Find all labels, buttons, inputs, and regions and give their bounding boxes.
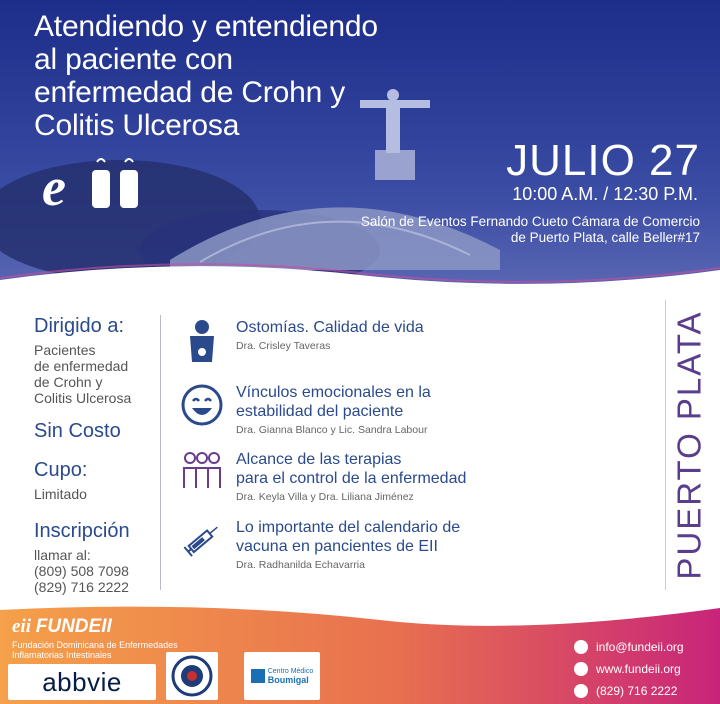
email-icon [574, 640, 588, 654]
fundeii-name: FUNDEII [35, 616, 112, 637]
syringe-icon [180, 518, 224, 562]
contact-web[interactable] [574, 662, 681, 676]
registration-phone[interactable]: (809) 508 7098 [34, 563, 129, 579]
audience-line: de Crohn y [34, 374, 103, 390]
topic-speaker: Dra. Crisley Taveras [236, 340, 331, 352]
audience-heading: Dirigido a: [34, 315, 125, 337]
contact-phone[interactable] [574, 684, 677, 698]
topic-title: Ostomías. Calidad de vida [236, 319, 424, 336]
fundeii-subtitle-line: Fundación Dominicana de Enfermedades [12, 640, 178, 650]
phone-text[interactable]: (829) 716 2222 [596, 684, 678, 698]
topic-speaker: Dra. Keyla Villa y Dra. Liliana Jiménez [236, 491, 414, 503]
whatsapp-icon [574, 684, 588, 698]
abbvie-text: abbvie [42, 666, 122, 697]
svg-text:e: e [42, 157, 66, 217]
capacity-heading: Cupo: [34, 459, 88, 481]
seal-logo [166, 652, 218, 700]
event-time: 10:00 A.M. / 12:30 P.M. [512, 184, 698, 204]
seal-icon [171, 655, 213, 697]
title-line: enfermedad de Crohn y [34, 76, 345, 109]
cost-text: Sin Costo [34, 420, 121, 442]
web-text[interactable]: www.fundeii.org [596, 662, 681, 676]
venue-line: Salón de Eventos Fernando Cueto Cámara de Comercio [360, 214, 700, 229]
capacity-text: Limitado [34, 486, 87, 502]
event-date: JULIO 27 [506, 136, 700, 185]
event-title [34, 10, 434, 142]
centro-medico-logo [244, 652, 320, 700]
group-icon [180, 450, 224, 494]
topic-title: Alcance de las terapias [236, 451, 402, 468]
topic-title: Vínculos emocionales en la [236, 384, 431, 401]
hero-wave [0, 250, 720, 290]
ostomy-icon [180, 318, 224, 362]
topic-title: para el control de la enfermedad [236, 470, 467, 487]
hero-banner [0, 0, 720, 290]
centro-medico-line: Centro Médico [267, 667, 314, 675]
abbvie-logo [8, 664, 156, 700]
topic-speaker: Dra. Gianna Blanco y Lic. Sandra Labour [236, 424, 428, 436]
eii-logo [42, 150, 162, 225]
audience-text [34, 342, 159, 406]
medical-cross-icon [251, 669, 265, 683]
event-info-column [34, 315, 159, 595]
email-text[interactable]: info@fundeii.org [596, 640, 684, 654]
venue-line: de Puerto Plata, calle Beller#17 [510, 230, 700, 245]
registration-line: llamar al: [34, 547, 91, 563]
column-divider [160, 315, 161, 590]
topic-title: Lo importante del calendario de [236, 519, 461, 536]
eii-logo-mark [42, 150, 162, 220]
topic-title: estabilidad del paciente [236, 403, 404, 420]
location-label [660, 300, 720, 590]
audience-line: Colitis Ulcerosa [34, 390, 132, 406]
fundeii-mark: eii [12, 616, 36, 637]
audience-line: de enfermedad [34, 358, 129, 374]
registration-phone[interactable]: (829) 716 2222 [34, 579, 129, 595]
registration-text [34, 547, 159, 595]
title-line: al paciente con [34, 43, 233, 76]
topic-title: vacuna en pancientes de EII [236, 538, 438, 555]
event-venue [280, 214, 700, 246]
location-text: PUERTO PLATA [671, 310, 709, 580]
contact-email[interactable] [574, 640, 684, 654]
topic-speaker: Dra. Radhanilda Echavarria [236, 559, 365, 571]
home-icon [574, 662, 588, 676]
title-line: Colitis Ulcerosa [34, 109, 240, 142]
smiley-icon [180, 383, 224, 427]
registration-heading: Inscripción [34, 520, 130, 542]
audience-line: Pacientes [34, 342, 96, 358]
title-line: Atendiendo y entendiendo [34, 10, 378, 43]
fundeii-subtitle-line: Inflamatorias Intestinales [12, 650, 112, 660]
fundeii-logo [12, 616, 112, 638]
centro-medico-line: Boumigal [267, 674, 309, 685]
